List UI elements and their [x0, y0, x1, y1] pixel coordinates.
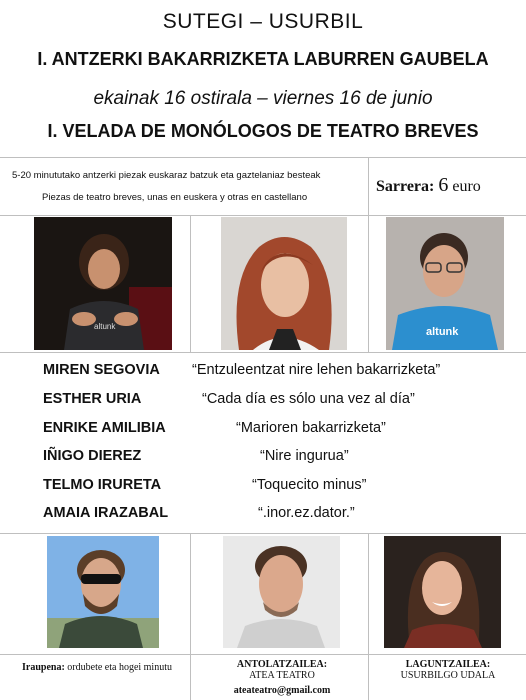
- divider: [368, 533, 369, 700]
- photo-performer-5: [223, 536, 340, 648]
- event-title-basque: I. ANTZERKI BAKARRIZKETA LABURREN GAUBELA: [37, 49, 489, 69]
- performance-title: “.inor.ez.dator.”: [258, 505, 355, 521]
- entry-price: [376, 174, 481, 197]
- entry-label: Sarrera:: [376, 178, 435, 195]
- performance-title: “Toquecito minus”: [252, 477, 367, 493]
- sponsor-label: LAGUNTZAILEA:: [405, 659, 491, 670]
- sponsor-info: [388, 659, 508, 681]
- performance-title: “Nire ingurua”: [260, 448, 349, 464]
- event-title-spanish: I. VELADA DE MONÓLOGOS DE TEATRO BREVES: [47, 121, 479, 141]
- description-spanish: Piezas de teatro breves, unas en euskera y otras en castellano: [42, 192, 308, 203]
- shirt-logo: altunk: [94, 322, 116, 331]
- divider: [0, 352, 526, 353]
- photo-performer-4: [47, 536, 159, 648]
- performer-name: ESTHER URIA: [43, 391, 142, 407]
- performance-title: “Entzuleentzat nire lehen bakarrizketa”: [192, 362, 441, 378]
- divider: [368, 215, 369, 352]
- shirt-logo: altunk: [426, 326, 459, 338]
- performer-name: AMAIA IRAZABAL: [43, 505, 169, 521]
- divider: [0, 215, 526, 216]
- photo-performer-2: [221, 217, 347, 350]
- performance-title: “Marioren bakarrizketa”: [236, 420, 386, 436]
- photo-performer-1: [34, 217, 172, 350]
- photo-performer-3: [386, 217, 504, 350]
- divider: [368, 157, 369, 215]
- entry-unit: euro: [452, 178, 481, 195]
- organizer-value: ATEA TEATRO: [249, 670, 315, 681]
- organizer-label: ANTOLATZAILEA:: [236, 659, 328, 670]
- performer-name: TELMO IRURETA: [43, 477, 162, 493]
- divider: [0, 533, 526, 534]
- duration-info: [22, 662, 172, 673]
- organizer-info: [230, 659, 334, 681]
- divider: [190, 215, 191, 352]
- contact-email[interactable]: [212, 685, 352, 696]
- performer-name: IÑIGO DIEREZ: [43, 448, 142, 464]
- divider: [0, 654, 526, 655]
- venue-title: SUTEGI – USURBIL: [162, 10, 364, 33]
- duration-value: ordubete eta hogei minutu: [67, 662, 172, 673]
- divider: [0, 157, 526, 158]
- photo-performer-6: [384, 536, 501, 648]
- duration-label: Iraupena:: [22, 662, 65, 673]
- performer-name: MIREN SEGOVIA: [43, 362, 160, 378]
- sponsor-value: USURBILGO UDALA: [400, 670, 496, 681]
- event-date: ekainak 16 ostirala – viernes 16 de junio: [93, 88, 433, 109]
- entry-amount: 6: [438, 174, 449, 196]
- performance-title: “Cada día es sólo una vez al día”: [202, 391, 415, 407]
- performer-name: ENRIKE AMILIBIA: [43, 420, 166, 436]
- description-basque: 5-20 minututako antzerki piezak euskaraz batzuk eta gaztelaniaz besteak: [12, 170, 321, 181]
- divider: [190, 533, 191, 700]
- email-text[interactable]: ateateatro@gmail.com: [233, 685, 331, 696]
